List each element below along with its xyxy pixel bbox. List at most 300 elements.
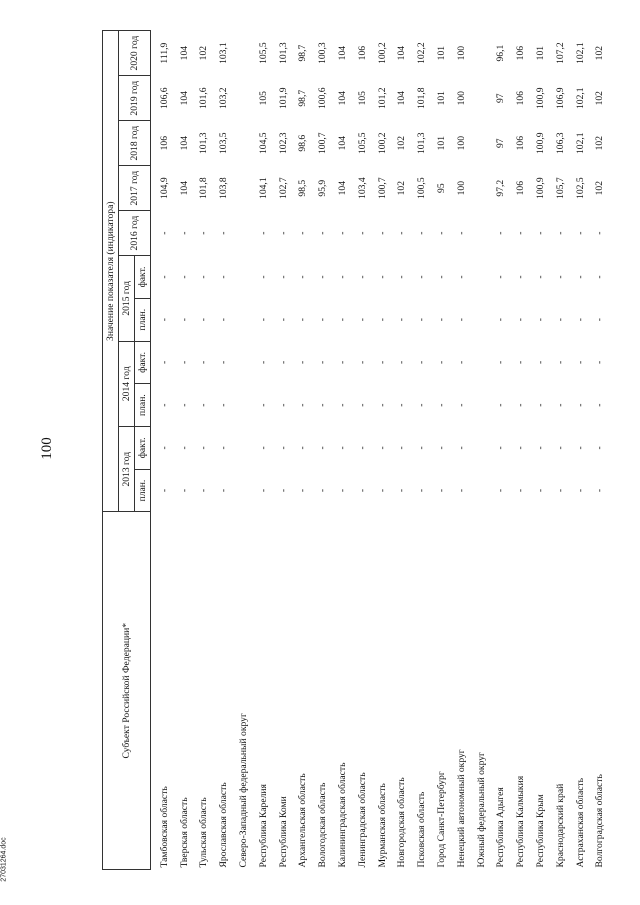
value-cell: - [495, 318, 507, 322]
value-cell: - [198, 231, 210, 235]
header-2014: 2014 год [119, 341, 135, 426]
value-cell: - [495, 231, 507, 235]
value-cell: 97,2 [495, 179, 507, 197]
value-cell: - [317, 446, 329, 450]
region-name: Калининградская область [336, 762, 348, 868]
value-cell: - [158, 488, 170, 493]
value-cell: - [198, 488, 210, 493]
table-group-row [468, 31, 488, 870]
value-cell: - [257, 275, 269, 279]
value-cell [468, 256, 488, 299]
value-cell [468, 166, 488, 211]
table-row [547, 31, 567, 870]
value-cell: - [317, 403, 329, 407]
value-cell: - [435, 275, 447, 279]
value-cell [468, 426, 488, 469]
table-row [290, 31, 310, 870]
value-cell: 102,7 [277, 177, 289, 199]
value-cell: - [356, 488, 368, 493]
value-cell: - [574, 488, 586, 493]
value-cell: 98,6 [297, 134, 309, 152]
value-cell: 106 [515, 45, 527, 61]
value-cell: - [495, 488, 507, 493]
value-cell: 102,5 [574, 177, 586, 199]
value-cell: 101,6 [198, 87, 210, 110]
value-cell: - [574, 275, 586, 279]
region-name: Тверская область [178, 797, 190, 868]
value-cell: - [435, 403, 447, 407]
value-cell: - [356, 318, 368, 322]
value-cell: - [455, 403, 467, 407]
value-cell: - [594, 446, 606, 450]
value-cell: - [297, 318, 309, 322]
value-cell: - [455, 360, 467, 365]
value-cell: 102,1 [574, 42, 586, 64]
value-cell: - [218, 360, 230, 365]
value-cell: - [554, 231, 566, 235]
value-cell: 102 [594, 180, 606, 196]
header-2018: 2018 год [119, 121, 151, 166]
value-cell: - [356, 231, 368, 235]
header-plan: план. [135, 298, 151, 341]
value-cell: - [534, 231, 546, 235]
region-name: Республика Карелия [257, 784, 269, 868]
value-cell: 100 [455, 136, 467, 151]
value-cell: - [198, 446, 210, 450]
header-fact: факт. [135, 426, 151, 469]
value-cell: - [297, 446, 309, 450]
value-cell: - [534, 275, 546, 279]
value-cell: 95,9 [317, 179, 329, 197]
value-cell: - [495, 403, 507, 407]
header-2017: 2017 год [119, 166, 151, 211]
value-cell: - [356, 360, 368, 365]
value-cell: - [515, 360, 527, 365]
value-cell: 103,2 [218, 87, 230, 110]
header-fact: факт. [135, 341, 151, 384]
value-cell: - [554, 318, 566, 322]
value-cell: - [198, 275, 210, 279]
value-cell: 105,7 [554, 177, 566, 199]
value-cell [468, 211, 488, 256]
region-name: Тамбовская область [158, 786, 170, 868]
value-cell: - [495, 360, 507, 365]
table-row [408, 31, 428, 870]
value-cell: - [336, 231, 348, 235]
value-cell: 101,3 [277, 42, 289, 64]
value-cell: - [297, 360, 309, 365]
value-cell: 104 [178, 91, 190, 106]
value-cell: - [336, 318, 348, 322]
value-cell: - [515, 446, 527, 450]
value-cell: 104 [336, 45, 348, 61]
value-cell: 101,9 [277, 87, 289, 110]
value-cell: - [158, 403, 170, 407]
value-cell [230, 166, 250, 211]
value-cell: 100,9 [534, 132, 546, 154]
value-cell: 103,5 [218, 132, 230, 154]
value-cell: - [257, 446, 269, 450]
table-row [210, 31, 230, 870]
value-cell: - [178, 488, 190, 493]
value-cell: 106 [515, 180, 527, 196]
value-cell: - [435, 231, 447, 235]
value-cell: - [376, 360, 388, 365]
table-row [527, 31, 547, 870]
region-name: Волгоградская область [594, 774, 606, 868]
value-cell: - [554, 403, 566, 407]
value-cell: 104 [336, 180, 348, 196]
value-cell: 100,7 [317, 132, 329, 154]
value-cell: 104 [336, 91, 348, 106]
value-cell [230, 121, 250, 166]
region-name: Ненецкий автономный округ [455, 749, 467, 868]
value-cell: 98,5 [297, 179, 309, 197]
value-cell: 100,5 [416, 177, 428, 199]
value-cell: - [297, 403, 309, 407]
value-cell: - [376, 488, 388, 493]
value-cell: - [416, 488, 428, 493]
value-cell: 102,1 [574, 132, 586, 154]
value-cell: - [515, 231, 527, 235]
value-cell: - [158, 318, 170, 322]
value-cell: - [178, 231, 190, 235]
value-cell: - [317, 360, 329, 365]
header-indicator: Значение показателя (индикатора) [103, 31, 119, 512]
district-name: Южный федеральный округ [475, 752, 487, 868]
value-cell: 106,9 [554, 87, 566, 110]
value-cell: - [515, 403, 527, 407]
value-cell: - [574, 318, 586, 322]
value-cell [468, 298, 488, 341]
value-cell: 104,1 [257, 177, 269, 199]
table-row [309, 31, 329, 870]
value-cell: - [376, 318, 388, 322]
value-cell: - [594, 275, 606, 279]
value-cell [230, 341, 250, 384]
table-row [507, 31, 527, 870]
table-row [270, 31, 290, 870]
value-cell: 98,7 [297, 44, 309, 62]
value-cell: 97 [495, 138, 507, 148]
header-plan: план. [135, 469, 151, 512]
value-cell: - [396, 231, 408, 235]
value-cell: 95 [435, 183, 447, 193]
value-cell: - [218, 275, 230, 279]
value-cell: - [336, 360, 348, 365]
value-cell: - [574, 360, 586, 365]
table-row [567, 31, 587, 870]
header-2016: 2016 год [119, 211, 151, 256]
value-cell: - [317, 275, 329, 279]
value-cell [468, 76, 488, 121]
value-cell: - [416, 360, 428, 365]
footer-filename: 27031264.doc [0, 837, 8, 882]
value-cell: 104 [178, 136, 190, 151]
value-cell: - [317, 231, 329, 235]
value-cell: - [356, 403, 368, 407]
value-cell [230, 256, 250, 299]
value-cell: 101 [435, 91, 447, 106]
table-row [488, 31, 508, 870]
region-name: Республика Крым [534, 794, 546, 868]
value-cell: - [594, 403, 606, 407]
header-subject: Субъект Российской Федерации* [103, 512, 151, 870]
value-cell: - [396, 275, 408, 279]
value-cell: - [218, 318, 230, 322]
value-cell: - [356, 446, 368, 450]
value-cell: - [277, 275, 289, 279]
value-cell: - [257, 403, 269, 407]
value-cell: 102,1 [574, 87, 586, 110]
value-cell: - [495, 275, 507, 279]
table-row [448, 31, 468, 870]
value-cell: - [218, 403, 230, 407]
value-cell: 100,9 [534, 87, 546, 110]
value-cell [230, 298, 250, 341]
value-cell: - [534, 360, 546, 365]
value-cell: - [158, 360, 170, 365]
value-cell: - [376, 275, 388, 279]
table-row [191, 31, 211, 870]
value-cell: 101,8 [416, 87, 428, 110]
region-name: Ленинградская область [356, 772, 368, 868]
value-cell: - [416, 231, 428, 235]
value-cell: 100,2 [376, 42, 388, 64]
value-cell: 100 [455, 91, 467, 106]
value-cell: - [277, 360, 289, 365]
region-name: Ярославская область [218, 782, 230, 868]
value-cell: 111,9 [158, 42, 170, 64]
region-name: Вологодская область [317, 782, 329, 868]
value-cell: - [455, 488, 467, 493]
value-cell: 102 [594, 136, 606, 151]
region-name: Краснодарский край [554, 783, 566, 868]
value-cell: - [317, 318, 329, 322]
value-cell: 102 [396, 136, 408, 151]
value-cell: - [534, 488, 546, 493]
value-cell: - [396, 488, 408, 493]
value-cell: - [178, 360, 190, 365]
value-cell: - [257, 488, 269, 493]
value-cell: 102,3 [277, 132, 289, 154]
value-cell [230, 469, 250, 512]
value-cell: - [396, 403, 408, 407]
value-cell: 101,3 [198, 132, 210, 154]
value-cell [230, 211, 250, 256]
region-name: Республика Адыгея [495, 787, 507, 868]
value-cell: 107,2 [554, 42, 566, 64]
value-cell: 96,1 [495, 44, 507, 62]
value-cell [230, 31, 250, 76]
value-cell: - [554, 488, 566, 493]
value-cell: - [534, 446, 546, 450]
value-cell: 105,5 [257, 42, 269, 64]
table-row [349, 31, 369, 870]
value-cell: - [158, 231, 170, 235]
page-number: 100 [38, 437, 55, 460]
value-cell: 100,9 [534, 177, 546, 199]
rotated-table-container [102, 30, 606, 870]
table-row [428, 31, 448, 870]
value-cell: 105 [356, 91, 368, 106]
value-cell: - [257, 360, 269, 365]
region-name: Псковская область [416, 791, 428, 868]
region-name: Тульская область [198, 797, 210, 868]
value-cell: - [218, 446, 230, 450]
value-cell: - [416, 318, 428, 322]
header-fact: факт. [135, 256, 151, 299]
value-cell [468, 341, 488, 384]
value-cell: - [178, 403, 190, 407]
table-group-row [230, 31, 250, 870]
header-plan: план. [135, 384, 151, 427]
value-cell: 104,9 [158, 177, 170, 199]
value-cell: - [297, 275, 309, 279]
value-cell: - [396, 318, 408, 322]
table-row [587, 31, 607, 870]
value-cell: - [554, 446, 566, 450]
region-name: Республика Коми [277, 796, 289, 868]
value-cell: 100 [455, 180, 467, 196]
value-cell: 106 [515, 91, 527, 106]
value-cell: - [158, 446, 170, 450]
value-cell: - [336, 488, 348, 493]
value-cell: - [257, 318, 269, 322]
value-cell: - [356, 275, 368, 279]
value-cell: 106,6 [158, 87, 170, 110]
value-cell: - [396, 360, 408, 365]
table-row [389, 31, 409, 870]
value-cell: - [416, 275, 428, 279]
value-cell: - [435, 446, 447, 450]
value-cell: - [594, 318, 606, 322]
value-cell: - [336, 403, 348, 407]
table-body [151, 31, 607, 870]
value-cell: 104,5 [257, 132, 269, 154]
value-cell: - [455, 275, 467, 279]
value-cell: - [435, 488, 447, 493]
value-cell: 102,2 [416, 42, 428, 64]
value-cell: - [277, 318, 289, 322]
value-cell: - [277, 446, 289, 450]
value-cell: 100,7 [376, 177, 388, 199]
value-cell [230, 76, 250, 121]
header-2020: 2020 год [119, 31, 151, 76]
region-name: Астраханская область [574, 777, 586, 868]
value-cell: - [257, 231, 269, 235]
value-cell: - [198, 318, 210, 322]
table-row [151, 31, 171, 870]
region-name: Республика Калмыкия [515, 775, 527, 868]
value-cell: 101 [534, 45, 546, 61]
value-cell: 105 [257, 91, 269, 106]
table-row [329, 31, 349, 870]
value-cell: 104 [396, 45, 408, 61]
value-cell: - [534, 403, 546, 407]
value-cell: - [515, 488, 527, 493]
value-cell: 97 [495, 93, 507, 104]
value-cell: - [198, 403, 210, 407]
value-cell: - [495, 446, 507, 450]
value-cell: 100,3 [317, 42, 329, 64]
value-cell: 104 [178, 45, 190, 61]
region-name: Город Санкт-Петербург [435, 771, 447, 868]
value-cell: - [574, 403, 586, 407]
region-name: Мурманская область [376, 783, 388, 868]
value-cell: - [158, 275, 170, 279]
value-cell: 101,3 [416, 132, 428, 154]
value-cell: - [574, 231, 586, 235]
value-cell: - [297, 231, 309, 235]
value-cell: - [178, 446, 190, 450]
value-cell: - [455, 446, 467, 450]
value-cell: 101,2 [376, 87, 388, 110]
value-cell [468, 31, 488, 76]
value-cell: 101 [435, 45, 447, 61]
value-cell: - [594, 488, 606, 493]
header-2019: 2019 год [119, 76, 151, 121]
value-cell: - [416, 403, 428, 407]
table-row [171, 31, 191, 870]
value-cell: - [198, 360, 210, 365]
value-cell: - [376, 446, 388, 450]
table-row [369, 31, 389, 870]
value-cell: - [218, 488, 230, 493]
value-cell: 102 [594, 45, 606, 61]
value-cell: - [534, 318, 546, 322]
value-cell: - [317, 488, 329, 493]
district-name: Северо-Западный федеральный округ [237, 713, 249, 868]
region-name: Новгородская область [396, 777, 408, 868]
value-cell: 106 [356, 45, 368, 61]
header-2015: 2015 год [119, 256, 135, 341]
value-cell: 100 [455, 45, 467, 61]
value-cell: - [218, 231, 230, 235]
value-cell: - [277, 231, 289, 235]
value-cell: - [435, 318, 447, 322]
value-cell: 100,2 [376, 132, 388, 154]
value-cell: - [416, 446, 428, 450]
value-cell: - [455, 231, 467, 235]
value-cell: - [515, 275, 527, 279]
value-cell: - [277, 488, 289, 493]
value-cell: 106 [158, 136, 170, 151]
value-cell: 100,6 [317, 87, 329, 110]
value-cell: 104 [178, 180, 190, 196]
value-cell: 102 [396, 180, 408, 196]
value-cell: - [336, 446, 348, 450]
value-cell: 101 [435, 136, 447, 151]
value-cell: 98,7 [297, 89, 309, 107]
value-cell: - [554, 360, 566, 365]
value-cell: - [574, 446, 586, 450]
value-cell: - [178, 275, 190, 279]
value-cell: - [178, 318, 190, 322]
value-cell: - [435, 360, 447, 365]
value-cell: 106 [515, 136, 527, 151]
value-cell: - [594, 231, 606, 235]
indicator-table [102, 30, 606, 870]
value-cell: 106,3 [554, 132, 566, 154]
value-cell: 102 [198, 45, 210, 61]
value-cell: 103,1 [218, 42, 230, 64]
value-cell: 105,5 [356, 132, 368, 154]
table-row [250, 31, 270, 870]
value-cell: - [594, 360, 606, 365]
value-cell [468, 469, 488, 512]
value-cell: - [297, 488, 309, 493]
